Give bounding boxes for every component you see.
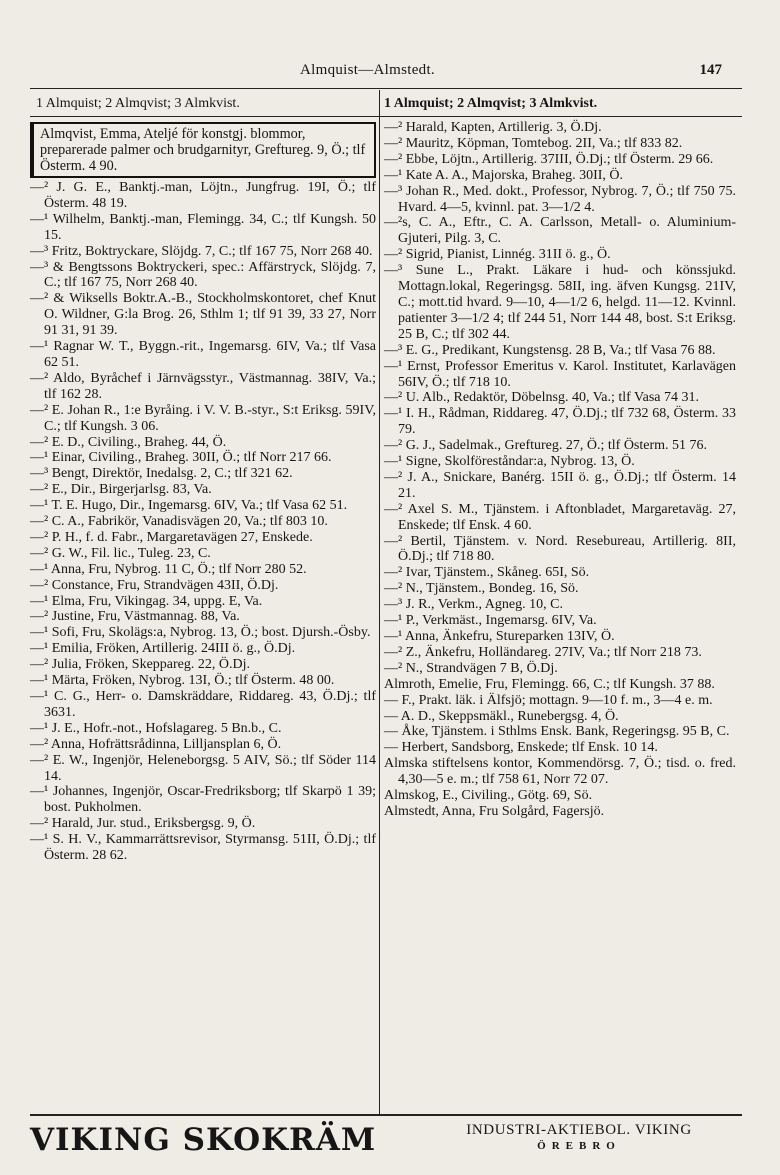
directory-entry: —² Ivar, Tjänstem., Skåneg. 65I, Sö. — [384, 565, 590, 581]
ad-company — [416, 1122, 742, 1152]
directory-entry: —³ Bengt, Direktör, Inedalsg. 2, C.; tlf 321 62. — [30, 466, 293, 482]
right-column-header: 1 Almquist; 2 Almqvist; 3 Almkvist. — [384, 96, 598, 111]
directory-entry: —² E. D., Civiling., Braheg. 44, Ö. — [30, 434, 227, 450]
directory-entry: —² Bertil, Tjänstem. v. Nord. Resebureau, Artillerig. 8II, Ö.Dj.; tlf 718 80. — [384, 533, 736, 565]
directory-entry: —² J. G. E., Banktj.-man, Löjtn., Jungfrug. 19I, Ö.; tlf Österm. 48 19. — [30, 180, 376, 211]
directory-entry: —¹ Einar, Civiling., Braheg. 30II, Ö.; tlf Norr 217 66. — [30, 450, 332, 466]
directory-entry: —¹ I. H., Rådman, Riddareg. 47, Ö.Dj.; tlf 732 68, Österm. 33 79. — [384, 406, 736, 438]
directory-entry: Almskog, E., Civiling., Götg. 69, Sö. — [384, 788, 593, 804]
directory-entry: — Åke, Tjänstem. i Sthlms Ensk. Bank, Regeringsg. 95 B, C. — [384, 724, 730, 740]
directory-entry: —² Justine, Fru, Västmannag. 88, Va. — [30, 609, 240, 625]
directory-entry: —¹ Anna, Fru, Nybrog. 11 C, Ö.; tlf Norr 280 52. — [30, 561, 307, 577]
top-rule — [30, 88, 742, 89]
directory-entry: —¹ Anna, Änkefru, Stureparken 13IV, Ö. — [384, 629, 615, 644]
ad-viking-skokram: VIKING SKOKRÄM — [30, 1122, 377, 1158]
directory-entry: —¹ Wilhelm, Banktj.-man, Flemingg. 34, C.; tlf Kungsh. 50 15. — [30, 211, 376, 243]
directory-entry: —³ Sune L., Prakt. Läkare i hud- och könssjukd. Mottagn.lokal, Regeringsg. 58II, ing. äfven Kungsg. 21IV, C.; mott.tid hvard. 9—10, 4—1/2 6, helgd. 11—12. Kvinnl. patienter 3—1/2 4; tlf 244 51, Norr 144 48, bost. S:t Eriksg. 25 B, C.; tlf 302 44. — [384, 263, 736, 342]
ad-company-city: ÖREBRO — [537, 1140, 621, 1152]
directory-entry: —² & Wiksells Boktr.A.-B., Stockholmskontoret, chef Knut O. Wildner, G:la Brog. 26, Sthlm 1; tlf 91 39, 33 27, Norr 91 31, 91 39. — [30, 291, 376, 339]
left-column-header: 1 Almquist; 2 Almqvist; 3 Almkvist. — [36, 96, 240, 111]
directory-entry: —¹ Ernst, Professor Emeritus v. Karol. Institutet, Karlavägen 56IV, Ö.; tlf 718 10. — [384, 358, 736, 390]
directory-entry: —² Aldo, Byråchef i Järnvägsstyr., Västmannag. 38IV, Va.; tlf 162 28. — [30, 370, 376, 402]
directory-entry: —³ Fritz, Boktryckare, Slöjdg. 7, C.; tlf 167 75, Norr 268 40. — [30, 243, 373, 259]
directory-entry: —² U. Alb., Redaktör, Döbelnsg. 40, Va.; tlf Vasa 74 31. — [384, 390, 699, 406]
directory-entry: Almroth, Emelie, Fru, Flemingg. 66, C.; tlf Kungsh. 37 88. — [384, 676, 715, 692]
directory-entry: —¹ Johannes, Ingenjör, Oscar-Fredriksborg; tlf Skarpö 1 39; bost. Pukholmen. — [30, 784, 376, 816]
directory-entry: —² Harald, Kapten, Artillerig. 3, Ö.Dj. — [384, 120, 602, 135]
directory-entry: —² G. J., Sadelmak., Greftureg. 27, Ö.; tlf Österm. 51 76. — [384, 438, 708, 454]
directory-entry: —³ E. G., Predikant, Kungstensg. 28 B, Va.; tlf Vasa 76 88. — [384, 342, 716, 358]
directory-entry: — Herbert, Sandsborg, Enskede; tlf Ensk. 10 14. — [384, 740, 658, 756]
directory-entry: Almstedt, Anna, Fru Solgård, Fagersjö. — [384, 803, 605, 819]
header-rule — [30, 116, 742, 117]
directory-entry: —¹ Signe, Skolföreståndar:a, Nybrog. 13, Ö. — [384, 454, 635, 470]
ad-company-name: INDUSTRI-AKTIEBOL. VIKING — [466, 1122, 692, 1138]
directory-entry: —² G. W., Fil. lic., Tuleg. 23, C. — [30, 545, 211, 561]
directory-entry: —¹ P., Verkmäst., Ingemarsg. 6IV, Va. — [384, 613, 597, 629]
directory-entry: —² Sigrid, Pianist, Linnég. 31II ö. g., Ö. — [384, 247, 611, 263]
directory-entry: —² C. A., Fabrikör, Vanadisvägen 20, Va.; tlf 803 10. — [30, 514, 328, 530]
directory-entry: —¹ Märta, Fröken, Nybrog. 13I, Ö.; tlf Österm. 48 00. — [30, 673, 335, 689]
directory-entry: —¹ Elma, Fru, Vikingag. 34, uppg. E, Va. — [30, 593, 263, 609]
directory-entry: —³ Johan R., Med. dokt., Professor, Nybrog. 7, Ö.; tlf 750 75. Hvard. 4—5, kvinnl. pat. 3—1/2 4. — [384, 183, 736, 215]
directory-entry: —² Julia, Fröken, Skeppareg. 22, Ö.Dj. — [30, 657, 251, 673]
directory-entry: —² N., Tjänstem., Bondeg. 16, Sö. — [384, 581, 579, 597]
directory-entry: —¹ T. E. Hugo, Dir., Ingemarsg. 6IV, Va.; tlf Vasa 62 51. — [30, 498, 348, 514]
directory-entry: —¹ Emilia, Fröken, Artillerig. 24III ö. g., Ö.Dj. — [30, 641, 296, 657]
directory-entry: —² Ebbe, Löjtn., Artillerig. 37III, Ö.Dj.; tlf Österm. 29 66. — [384, 151, 714, 167]
right-column — [384, 120, 736, 820]
left-column — [30, 120, 376, 864]
column-divider — [379, 90, 380, 1115]
directory-entry: —¹ J. E., Hofr.-not., Hofslagareg. 5 Bn.b., C. — [30, 720, 282, 736]
directory-entry: —¹ C. G., Herr- o. Damskräddare, Riddareg. 43, Ö.Dj.; tlf 3631. — [30, 689, 376, 720]
running-head — [0, 62, 780, 86]
directory-entry: —¹ S. H. V., Kammarrättsrevisor, Styrmansg. 51II, Ö.Dj.; tlf Österm. 28 62. — [30, 832, 376, 864]
directory-entry: —² N., Strandvägen 7 B, Ö.Dj. — [384, 660, 558, 676]
directory-entry: — F., Prakt. läk. i Älfsjö; mottagn. 9—10 f. m., 3—4 e. m. — [384, 692, 713, 708]
directory-entry: —² Harald, Jur. stud., Eriksbergsg. 9, Ö. — [30, 816, 256, 832]
directory-entry: —² Constance, Fru, Strandvägen 43II, Ö.Dj. — [30, 577, 279, 593]
directory-entry: —¹ Ragnar W. T., Byggn.-rit., Ingemarsg. 6IV, Va.; tlf Vasa 62 51. — [30, 339, 376, 370]
directory-entry: —² P. H., f. d. Fabr., Margaretavägen 27, Enskede. — [30, 529, 313, 545]
directory-entry: —² Mauritz, Köpman, Tomtebog. 2II, Va.; tlf 833 82. — [384, 135, 683, 151]
footer-advertisement — [30, 1120, 742, 1164]
directory-entry: — A. D., Skeppsmäkl., Runebergsg. 4, Ö. — [384, 708, 619, 724]
directory-entry: —¹ Kate A. A., Majorska, Braheg. 30II, Ö. — [384, 167, 624, 183]
page-number: 147 — [699, 62, 722, 78]
directory-entry: —² Axel S. M., Tjänstem. i Aftonbladet, Margaretaväg. 27, Enskede; tlf Ensk. 4 60. — [384, 501, 736, 533]
left-entries — [30, 180, 376, 864]
directory-entry: —² Anna, Hofrättsrådinna, Lilljansplan 6, Ö. — [30, 736, 282, 752]
footer-rule — [30, 1114, 742, 1116]
directory-entry: —² J. A., Snickare, Banérg. 15II ö. g., Ö.Dj.; tlf Österm. 14 21. — [384, 469, 736, 501]
directory-entry: —² E. W., Ingenjör, Heleneborgsg. 5 AIV, Sö.; tlf Söder 114 14. — [30, 752, 376, 784]
directory-entry: —² E., Dir., Birgerjarlsg. 83, Va. — [30, 482, 212, 498]
directory-entry: —³ J. R., Verkm., Agneg. 10, C. — [384, 597, 563, 613]
right-entries — [384, 120, 736, 820]
directory-entry: —¹ Sofi, Fru, Skolägs:a, Nybrog. 13, Ö.; bost. Djursh.-Ösby. — [30, 625, 371, 641]
directory-entry: —²s, C. A., Eftr., C. A. Carlsson, Metall- o. Aluminium-Gjuteri, Pilg. 3, C. — [384, 215, 736, 247]
directory-entry: Almska stiftelsens kontor, Kommendörsg. 7, Ö.; tisd. o. fred. 4,30—5 e. m.; tlf 758 61, Norr 72 07. — [384, 756, 736, 788]
page-title: Almquist—Almstedt. — [300, 62, 435, 78]
directory-entry: —² Z., Änkefru, Holländareg. 27IV, Va.; tlf Norr 218 73. — [384, 644, 702, 660]
boxed-entry: Almqvist, Emma, Atelјé för konstgj. blommor, preparerade palmer och brudgarnityr, Greftureg. 9, Ö.; tlf Österm. 4 90. — [30, 122, 376, 178]
directory-entry: —² E. Johan R., 1:e Byråing. i V. V. B.-styr., S:t Eriksg. 59IV, C.; tlf Kungsh. 3 06. — [30, 402, 376, 434]
directory-entry: —³ & Bengtssons Boktryckeri, spec.: Affärstryck, Slöjdg. 7, C.; tlf 167 75, Norr 268 40. — [30, 259, 376, 291]
